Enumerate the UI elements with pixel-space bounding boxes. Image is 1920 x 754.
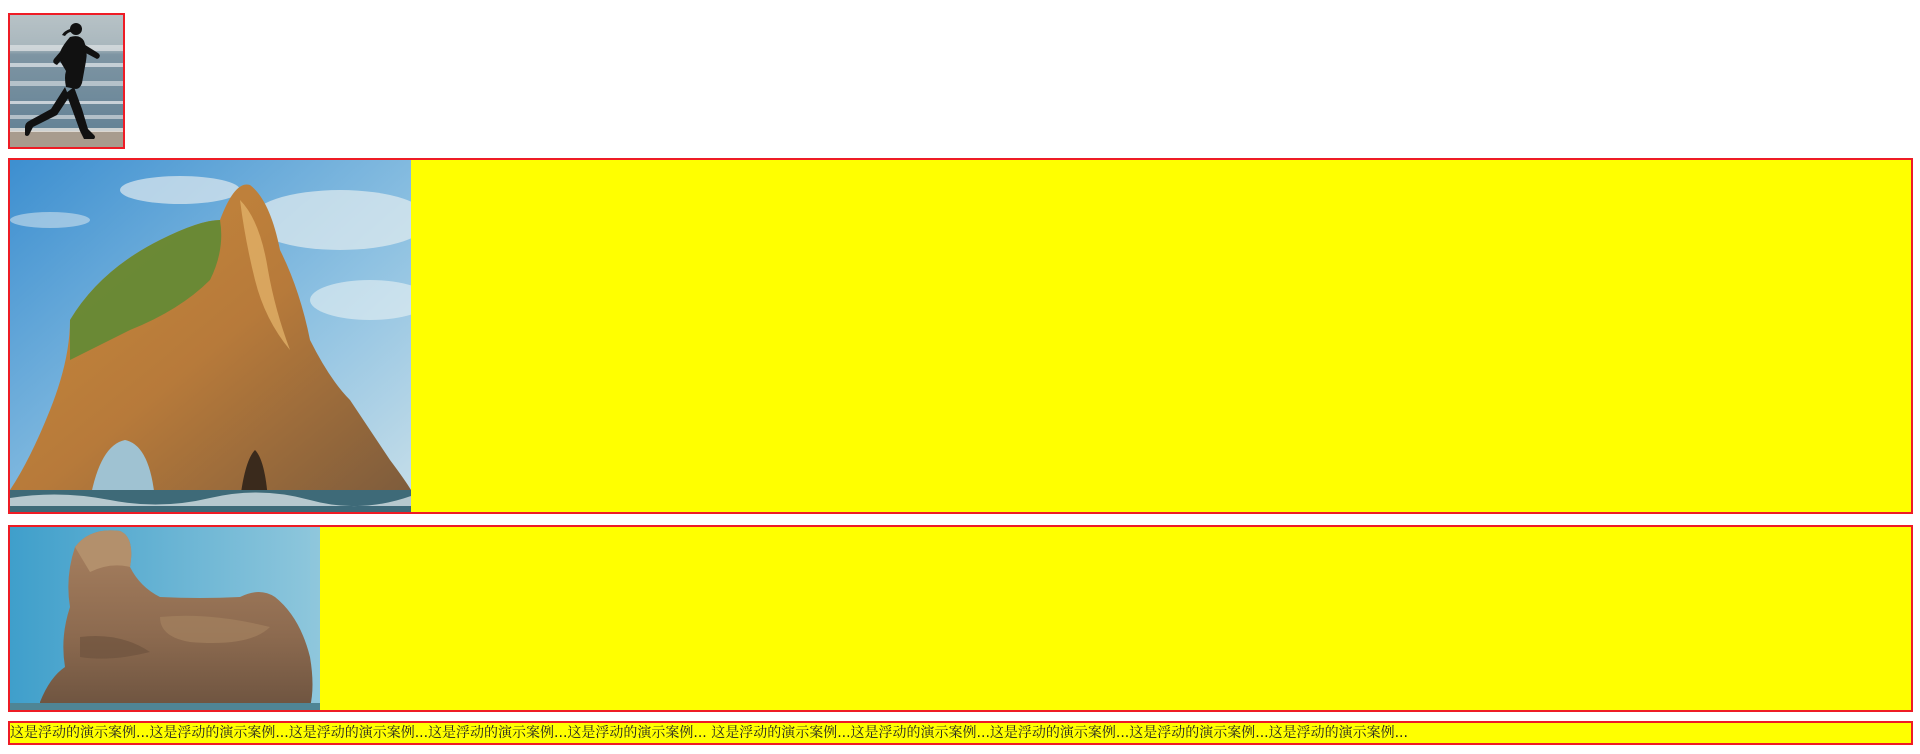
float-text: 这是浮动的演示案例...这是浮动的演示案例...这是浮动的演示案例...这是浮动的演示案例...这是浮动的演示案例... 这是浮动的演示案例...这是浮动的演示案例...这是浮动的演示案例...这是浮动的演示案例...这是浮动的演示案例... — [10, 725, 1408, 741]
float-box-3 — [8, 721, 1913, 745]
arch-rock-image — [10, 160, 411, 512]
float-box-2 — [8, 525, 1913, 712]
float-box-1 — [8, 158, 1913, 514]
runner-image — [8, 13, 125, 149]
sea-stack-image — [10, 527, 320, 710]
